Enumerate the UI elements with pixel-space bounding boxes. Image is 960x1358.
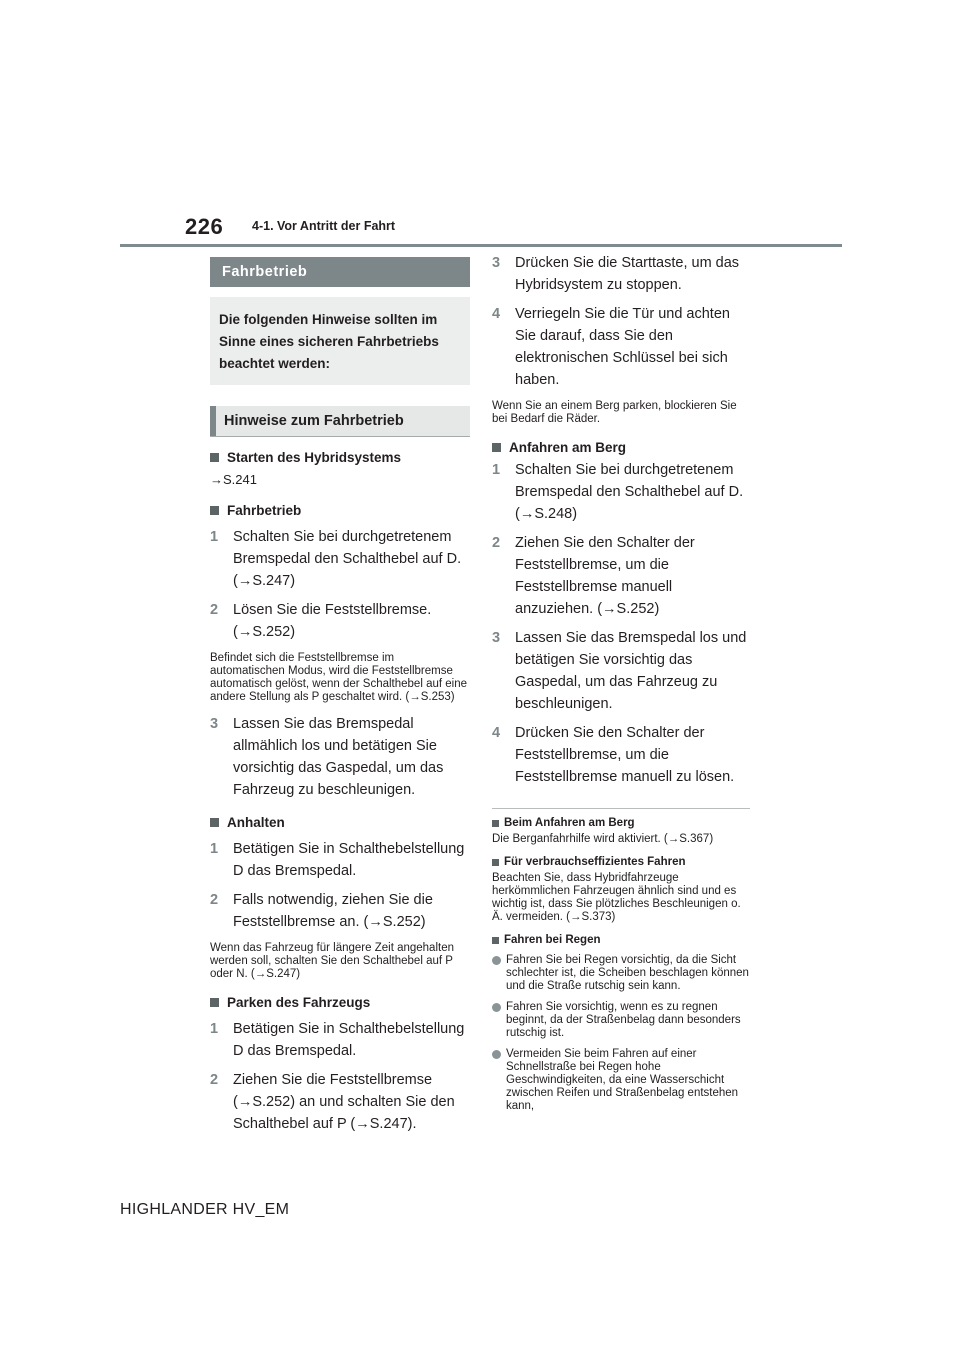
heading-label: Starten des Hybridsystems <box>227 449 402 465</box>
subsection-rule <box>210 436 470 437</box>
hill-heading <box>492 438 750 456</box>
info-heading-hill <box>492 817 750 829</box>
step-item <box>210 838 470 882</box>
info-divider <box>492 808 750 809</box>
section-title-bar: Fahrbetrieb <box>210 257 470 287</box>
footer-model: HIGHLANDER HV_EM <box>120 1201 290 1218</box>
rain-bullet <box>492 1048 750 1113</box>
step-text: Drücken Sie die Starttaste, um das Hybridsystem zu stoppen. <box>515 255 740 293</box>
square-bullet-icon <box>492 443 501 452</box>
circle-bullet-icon <box>492 1050 501 1059</box>
step-text: Betätigen Sie in Schalthebelstellung D das Bremspedal. <box>233 1021 465 1059</box>
circle-bullet-icon <box>492 956 501 965</box>
step-text: Ziehen Sie die Feststellbremse (→S.252) an und schalten Sie den Schalthebel auf P (→S.247). <box>233 1072 455 1132</box>
step-number: 1 <box>492 462 501 478</box>
stop-heading <box>210 813 470 831</box>
step-text: Lassen Sie das Bremspedal los und betätigen Sie vorsichtig das Gaspedal, um das Fahrzeug zu beschleunigen. <box>515 630 747 712</box>
step-item <box>492 459 750 525</box>
step-number: 1 <box>210 1021 219 1037</box>
info-heading-rain <box>492 934 750 946</box>
step-item <box>210 526 470 592</box>
step-item <box>492 722 750 788</box>
intro-box: Die folgenden Hinweise sollten im Sinne eines sicheren Fahrbetriebs beachtet werden: <box>210 297 470 385</box>
step-number: 2 <box>492 535 501 551</box>
step-number: 2 <box>210 602 219 618</box>
step-item <box>210 713 470 801</box>
start-heading <box>210 448 470 466</box>
info-heading-label: Für verbrauchseffizientes Fahren <box>504 856 686 868</box>
step-number: 1 <box>210 529 219 545</box>
header-rule <box>120 244 842 247</box>
left-column <box>210 257 470 1135</box>
step-item <box>210 599 470 643</box>
subsection-title-bar: Hinweise zum Fahrbetrieb <box>210 406 470 436</box>
drive-note: Befindet sich die Feststellbremse im automatischen Modus, wird die Feststellbremse automatisch gelöst, wenn der Schalthebel auf eine andere Stellung als P geschaltet wird. (→S.253) <box>210 652 467 703</box>
step-item <box>210 1069 470 1135</box>
stop-note: Wenn das Fahrzeug für längere Zeit angehalten werden soll, schalten Sie den Schalthebel auf P oder N. (→S.247) <box>210 942 454 980</box>
step-item <box>492 627 750 715</box>
right-column <box>492 252 750 1113</box>
step-item <box>492 532 750 620</box>
square-bullet-icon <box>210 506 219 515</box>
square-bullet-icon <box>210 453 219 462</box>
step-text: Betätigen Sie in Schalthebelstellung D das Bremspedal. <box>233 841 465 879</box>
step-number: 3 <box>492 630 501 646</box>
square-bullet-icon <box>210 818 219 827</box>
step-text: Schalten Sie bei durchgetretenem Bremspedal den Schalthebel auf D. (→S.248) <box>515 462 744 522</box>
rain-bullet <box>492 1001 750 1040</box>
step-text: Lassen Sie das Bremspedal allmählich los und betätigen Sie vorsichtig das Gaspedal, um das Fahrzeug zu beschleunigen. <box>233 716 444 798</box>
step-number: 3 <box>492 255 501 271</box>
square-bullet-icon <box>492 820 499 827</box>
bullet-text: Fahren Sie bei Regen vorsichtig, da die Sicht schlechter ist, die Scheiben beschlagen können und die Straße rutschig sein kann. <box>506 954 749 992</box>
step-number: 2 <box>210 1072 219 1088</box>
rain-bullet <box>492 954 750 993</box>
step-number: 4 <box>492 725 501 741</box>
section-header: 4-1. Vor Antritt der Fahrt <box>252 219 396 233</box>
info-text-eco: Beachten Sie, dass Hybridfahrzeuge herkömmlichen Fahrzeugen ähnlich sind und es wichtig ist, dass Sie plötzliches Beschleunigen o. Ä. vermeiden. (→S.373) <box>492 872 741 923</box>
step-text: Ziehen Sie den Schalter der Feststellbremse, um die Feststellbremse manuell anzuziehen. (→S.252) <box>515 535 695 617</box>
bullet-text: Vermeiden Sie beim Fahren auf einer Schnellstraße bei Regen hohe Geschwindigkeiten, da eine Wasserschicht zwischen Reifen und Straßenbelag entstehen kann, <box>506 1048 739 1112</box>
step-text: Drücken Sie den Schalter der Feststellbremse, um die Feststellbremse manuell zu lösen. <box>515 725 735 785</box>
step-item <box>492 252 750 296</box>
step-text: Schalten Sie bei durchgetretenem Bremspedal den Schalthebel auf D. (→S.247) <box>233 529 462 589</box>
info-text-hill: Die Berganfahrhilfe wird aktiviert. (→S.367) <box>492 833 714 845</box>
drive-heading <box>210 501 470 519</box>
step-text: Falls notwendig, ziehen Sie die Feststellbremse an. (→S.252) <box>233 892 433 930</box>
square-bullet-icon <box>492 937 499 944</box>
step-number: 2 <box>210 892 219 908</box>
circle-bullet-icon <box>492 1003 501 1012</box>
step-number: 1 <box>210 841 219 857</box>
info-heading-label: Beim Anfahren am Berg <box>504 817 635 829</box>
square-bullet-icon <box>492 859 499 866</box>
heading-label: Fahrbetrieb <box>227 502 302 518</box>
heading-label: Parken des Fahrzeugs <box>227 994 371 1010</box>
step-item <box>210 889 470 933</box>
heading-label: Anfahren am Berg <box>509 439 627 455</box>
park-heading <box>210 993 470 1011</box>
bullet-text: Fahren Sie vorsichtig, wenn es zu regnen beginnt, da der Straßenbelag dann besonders rutschig ist. <box>506 1001 741 1039</box>
step-number: 3 <box>210 716 219 732</box>
step-text: Verriegeln Sie die Tür und achten Sie darauf, dass Sie den elektronischen Schlüssel bei sich haben. <box>515 306 730 388</box>
start-reference: →S.241 <box>210 472 257 487</box>
info-heading-eco <box>492 856 750 868</box>
square-bullet-icon <box>210 998 219 1007</box>
step-item <box>210 1018 470 1062</box>
step-text: Lösen Sie die Feststellbremse. (→S.252) <box>233 602 432 640</box>
heading-label: Anhalten <box>227 814 285 830</box>
page-number: 226 <box>185 214 224 239</box>
step-item <box>492 303 750 391</box>
info-heading-label: Fahren bei Regen <box>504 934 601 946</box>
step-number: 4 <box>492 306 501 322</box>
park-note: Wenn Sie an einem Berg parken, blockieren Sie bei Bedarf die Räder. <box>492 400 737 425</box>
